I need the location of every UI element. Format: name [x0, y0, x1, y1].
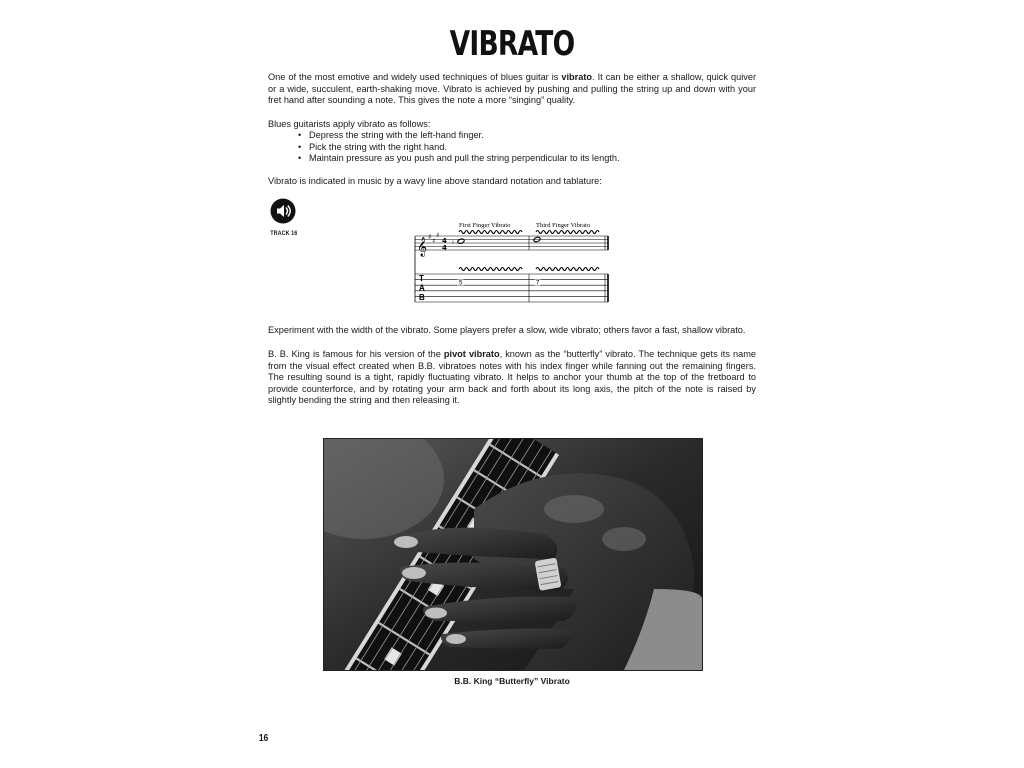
list-item: • Maintain pressure as you push and pull the string perpendicular to its length. — [298, 153, 620, 165]
list-item: • Depress the string with the left-hand finger. — [298, 130, 620, 142]
sharp-icon: ♯ — [428, 233, 432, 241]
term-vibrato: vibrato — [561, 72, 593, 82]
page-title: VIBRATO — [449, 24, 575, 64]
notation-intro: Vibrato is indicated in music by a wavy line above standard notation and tablature: — [268, 176, 602, 186]
treble-clef-icon: 𝄞 — [417, 237, 428, 257]
vibrato-wavy-line — [459, 231, 522, 234]
tab-letter: B — [419, 293, 425, 302]
vibrato-wavy-line — [536, 268, 599, 271]
guitar-hand-image — [324, 439, 702, 670]
first-finger-label: First Finger Vibrato — [459, 222, 511, 229]
apply-heading: Blues guitarists apply vibrato as follows: — [268, 119, 431, 129]
svg-text:♮: ♮ — [452, 239, 455, 247]
photo-caption: B.B. King “Butterfly” Vibrato — [454, 676, 570, 686]
time-signature-icon: 4 — [442, 237, 447, 245]
term-pivot-vibrato: pivot vibrato — [443, 349, 500, 359]
time-signature-icon: 4 — [442, 244, 447, 252]
sharp-icon: ♯ — [436, 231, 440, 240]
intro-text-1: One of the most emotive and widely used techniques of blues guitar is — [268, 72, 562, 82]
technique-steps-list — [298, 130, 620, 165]
bbking-text-1: B. B. King is famous for his version of the — [268, 349, 444, 359]
track-label: TRACK 16 — [270, 230, 298, 237]
tab-fret-number: 7 — [536, 280, 540, 287]
audio-track[interactable] — [268, 198, 298, 237]
bbking-paragraph — [268, 349, 756, 407]
page-number: 16 — [258, 733, 269, 744]
list-item: • Pick the string with the right hand. — [298, 142, 620, 154]
vibrato-wavy-line — [536, 231, 599, 234]
vibrato-wavy-line — [459, 268, 522, 271]
experiment-paragraph: Experiment with the width of the vibrato. Some players prefer a slow, wide vibrato; others favor a fast, shallow vibrato. — [268, 325, 746, 335]
bbking-text-2: , known as the “butterfly” vibrato. The technique gets its name from the visual effect created when B.B. vibratoes notes with his index finger while fanning out the remaining fingers. The resulting sound is a tight, rapidly fluctuating vibrato. It helps to anchor your thumb at the top of the fretboard to provide counterforce, and by rotating your arm back and forth about its long axis, the pitch of the note is raised by slightly bending the string and then releasing it. — [268, 349, 756, 406]
intro-paragraph — [268, 72, 756, 107]
tab-letter: A — [419, 283, 425, 293]
intro-text-2: . It can be either a shallow, quick quiver or a wide, succulent, earth-shaking move. Vibrato is achieved by pushing and pulling the string up and down with your fret hand after sounding a note. This gives the note a more “singing” quality. — [268, 72, 756, 106]
tab-letter: T — [419, 274, 424, 283]
tab-staff — [415, 274, 608, 302]
bbking-hand-photo — [323, 438, 703, 671]
vibrato-notation — [412, 214, 612, 306]
third-finger-label: Third Finger Vibrato — [536, 222, 591, 229]
tab-fret-number: 5 — [459, 280, 463, 287]
sharp-icon: ♯ — [432, 237, 436, 245]
speaker-icon[interactable] — [270, 198, 296, 224]
